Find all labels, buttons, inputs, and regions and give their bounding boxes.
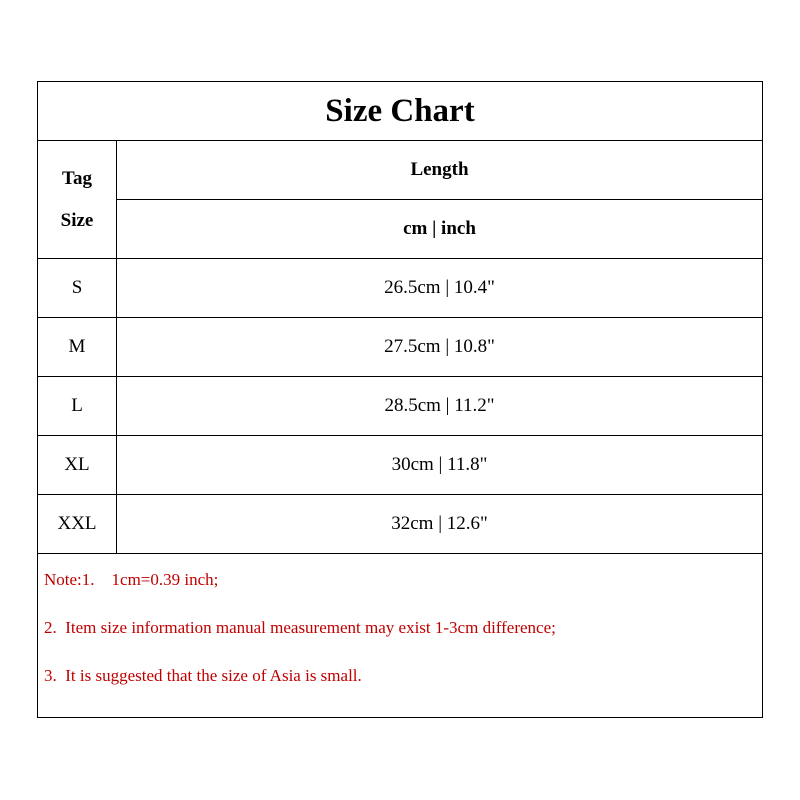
table-row [38, 318, 762, 377]
size-cell: XXL [38, 495, 117, 553]
length-header: Length [117, 141, 762, 200]
table-row [38, 259, 762, 318]
size-chart-table [37, 81, 763, 718]
table-row [38, 495, 762, 554]
notes-section [44, 570, 556, 714]
tag-size-header-line2: Size [60, 209, 94, 231]
tag-size-header [38, 141, 117, 259]
note-1: Note:1. 1cm=0.39 inch; [44, 570, 219, 589]
size-rows [38, 259, 762, 554]
chart-title: Size Chart [38, 82, 762, 141]
note-2: 2. Item size information manual measurement may exist 1-3cm difference; [44, 618, 556, 637]
size-cell: L [38, 377, 117, 435]
size-cell: M [38, 318, 117, 376]
units-header: cm | inch [117, 200, 762, 259]
length-cell: 27.5cm | 10.8" [384, 336, 495, 357]
length-cell: 26.5cm | 10.4" [384, 277, 495, 298]
size-cell: XL [38, 436, 117, 494]
note-3: 3. It is suggested that the size of Asia is small. [44, 666, 362, 685]
size-cell: S [38, 259, 117, 317]
length-cell: 28.5cm | 11.2" [384, 395, 495, 416]
length-cell: 32cm | 12.6" [391, 513, 488, 534]
table-row [38, 377, 762, 436]
length-cell: 30cm | 11.8" [391, 454, 488, 475]
tag-size-header-line1: Tag [62, 167, 92, 189]
table-row [38, 436, 762, 495]
